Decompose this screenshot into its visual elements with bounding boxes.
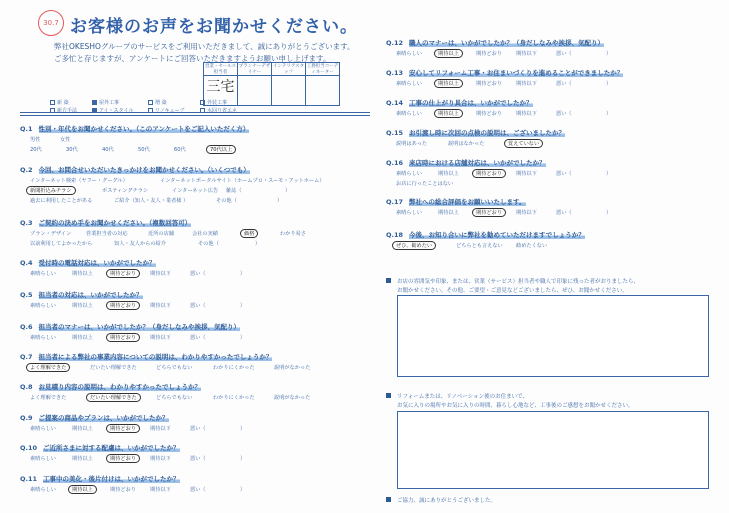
question-number: Q.15 <box>386 129 404 137</box>
answer-option[interactable]: 悪い（ <box>556 51 572 57</box>
checkbox-label: 屋外工事 <box>99 100 120 106</box>
answer-option[interactable]: 素晴らしい <box>396 81 422 87</box>
answer-option[interactable]: その他（ <box>216 198 237 204</box>
answer-option[interactable]: 説明がなかった <box>274 395 311 401</box>
intro-line-1: 弊社OKESHOグループのサービスをご利用いただきまして、誠にありがとうございます。 <box>54 42 355 51</box>
answer-option[interactable]: ご紹介（知人・友人・業者様 ） <box>114 198 189 204</box>
checkbox-label: アイ・スタイル <box>99 108 134 114</box>
answer-option[interactable]: 期待以下 <box>150 335 171 341</box>
square-bullet-icon <box>386 393 391 398</box>
answer-option[interactable]: その他（ <box>198 241 219 247</box>
question-text: ご近所さまに対する配慮は、いかがでしたか？ <box>43 444 180 452</box>
answer-option[interactable]: 期待以上 <box>72 303 93 309</box>
question-heading <box>386 128 565 137</box>
answer-option[interactable]: 悪い（ <box>190 487 206 493</box>
question-text: 安心してリフォーム工事・お住まいづくりを進めることができましたか？ <box>409 69 624 77</box>
square-bullet-icon <box>386 278 391 283</box>
answer-option-selected[interactable]: 期待どおり <box>106 454 140 463</box>
answer-option-selected[interactable]: 新聞折込みチラシ <box>26 186 76 195</box>
question-text: お引渡し時に次回の点検の説明は、ございましたか？ <box>409 129 566 137</box>
staff-cell-planner[interactable] <box>238 76 272 106</box>
closing-message: ご協力、誠にありがとうございました。 <box>386 496 496 504</box>
staff-cell-interior[interactable] <box>272 76 306 106</box>
question-number: Q.13 <box>386 69 404 77</box>
answer-option[interactable]: どちらでもない <box>156 365 193 371</box>
comment-box-2[interactable] <box>397 411 709 489</box>
answer-option[interactable]: 期待どおり <box>476 81 502 87</box>
answer-option[interactable]: 期待以下 <box>516 171 537 177</box>
staff-header-sales: 営業・セールス担当者 <box>204 64 237 75</box>
question-number: Q.11 <box>20 475 38 483</box>
answer-option[interactable]: 60代 <box>174 147 186 153</box>
answer-option[interactable]: 期待以下 <box>150 456 171 462</box>
question-number: Q.6 <box>20 323 33 331</box>
answer-option-selected[interactable]: 期待どおり <box>106 424 140 433</box>
answer-option-selected[interactable]: 期待以上 <box>434 109 463 118</box>
answer-option[interactable]: 悪い（ <box>190 303 206 309</box>
answer-option[interactable]: ） <box>240 456 246 462</box>
answer-option[interactable]: 期待以上 <box>438 171 459 177</box>
answer-option[interactable]: 素晴らしい <box>30 303 56 309</box>
question-number: Q.1 <box>20 125 33 133</box>
answer-option[interactable]: 女性 <box>60 137 71 143</box>
answer-option[interactable]: 素晴らしい <box>30 335 56 341</box>
answer-option[interactable]: 説明はなかった <box>448 141 485 147</box>
free-section-2-line-2: お気に入りの場所やお気に入りの時間、暮らし心地など、工事後のご感想をお聞かせください。 <box>397 403 634 409</box>
checkbox-label: 新 築 <box>57 100 69 106</box>
answer-option[interactable]: 素晴らしい <box>30 456 56 462</box>
answer-option[interactable]: 知人・友人からの紹介 <box>114 241 166 247</box>
question-heading <box>20 474 180 483</box>
answer-option[interactable]: 30代 <box>66 147 78 153</box>
service-checkbox[interactable] <box>50 99 69 106</box>
staff-header-construction: 工務担当コーディネーター <box>306 64 339 75</box>
question-number: Q.17 <box>386 198 404 206</box>
answer-option[interactable]: インターネットポータルサイト（ホームプロ・スーモ・アットホーム） <box>160 178 325 184</box>
answer-option-selected[interactable]: 期待どおり <box>106 333 140 342</box>
answer-option[interactable]: 期待以下 <box>516 210 537 216</box>
question-text: ご提案の商品やプランは、いかがでしたか？ <box>38 414 169 422</box>
service-checkbox[interactable] <box>148 99 167 106</box>
question-number: Q.7 <box>20 353 33 361</box>
answer-option[interactable]: ） <box>606 111 612 117</box>
checkbox-icon[interactable] <box>148 100 153 105</box>
handwritten-staff-name: 三宅 <box>206 79 235 95</box>
answer-option[interactable]: ） <box>606 171 612 177</box>
answer-option[interactable]: 悪い（ <box>556 111 572 117</box>
answer-option[interactable]: 期待以下 <box>516 51 537 57</box>
answer-option[interactable]: 会社の実績 <box>192 231 218 237</box>
answer-option[interactable]: 期待以下 <box>150 303 171 309</box>
question-text: 今後、お知り合いに弊社を勧めていただけますでしょうか？ <box>409 231 585 239</box>
question-text: 今回、お問合せいただいたきっかけをお聞かせください。（いくつでも） <box>38 166 250 174</box>
question-text: 性別・年代をお聞かせください。（このアンケートをご記入いただく方） <box>38 125 250 133</box>
question-number: Q.2 <box>20 166 33 174</box>
answer-option[interactable]: だいたい理解できた <box>90 365 137 371</box>
answer-option[interactable]: お店に行ったことはない <box>396 181 454 187</box>
answer-option[interactable]: 50代 <box>138 147 150 153</box>
free-section-1-line-1: お店の雰囲気や印象、または、営業（サービス）担当者や職人で印象に残った者がおりましたら、 <box>386 277 639 285</box>
answer-option[interactable]: 勧めたくない <box>516 243 548 249</box>
answer-option[interactable]: わかりにくかった <box>213 395 255 401</box>
answer-option[interactable]: わかりにくかった <box>213 365 255 371</box>
answer-option[interactable]: 男性 <box>30 137 41 143</box>
staff-header-planner: プランナーデザイナー <box>238 64 271 75</box>
answer-option-selected[interactable]: 期待以上 <box>434 79 463 88</box>
answer-option[interactable]: ） <box>240 271 246 277</box>
staff-cell-construction[interactable] <box>306 76 340 106</box>
answer-option-selected[interactable]: よく理解できた <box>26 363 70 372</box>
answer-option[interactable]: 期待以下 <box>150 487 171 493</box>
question-number: Q.5 <box>20 291 33 299</box>
answer-option[interactable]: 素晴らしい <box>30 271 56 277</box>
answer-option-selected[interactable]: 価格 <box>240 229 258 238</box>
page-title: お客様のお声をお聞かせください。 <box>70 17 358 37</box>
question-heading <box>386 230 585 239</box>
answer-option[interactable]: 素晴らしい <box>396 111 422 117</box>
question-heading <box>20 322 240 331</box>
question-number: Q.8 <box>20 383 33 391</box>
comment-box-1[interactable] <box>397 295 709 377</box>
answer-option-selected[interactable]: 期待どおり <box>472 208 506 217</box>
answer-option[interactable]: 素晴らしい <box>30 426 56 432</box>
answer-option[interactable]: ） <box>606 51 612 57</box>
intro-line-2: ご多忙と存じますが、アンケートにご回答いただきますようお願い申し上げます。 <box>54 54 331 63</box>
free-section-2-line-1: リフォームまたは、リノベーション後のお住まいで、 <box>386 392 528 400</box>
answer-option[interactable]: わかり易さ <box>280 231 306 237</box>
answer-option[interactable]: 期待以下 <box>150 271 171 277</box>
question-text: 弊社への総合評価をお願いいたします。 <box>409 198 526 206</box>
answer-option[interactable]: ） <box>240 426 246 432</box>
question-heading <box>386 158 546 167</box>
answer-option[interactable]: 期待以上 <box>72 426 93 432</box>
answer-option[interactable]: ） <box>277 198 283 204</box>
question-heading <box>20 382 201 391</box>
question-heading <box>20 165 250 174</box>
question-number: Q.4 <box>20 259 33 267</box>
answer-option[interactable]: 悪い（ <box>190 426 206 432</box>
answer-option[interactable]: 期待以上 <box>438 210 459 216</box>
question-text: 受付時の電話対応は、いかがでしたか？ <box>38 259 156 267</box>
answer-option-selected[interactable]: ぜひ、勧めたい <box>392 241 436 250</box>
question-text: 工事の仕上がり具合は、いかがでしたか？ <box>409 99 533 107</box>
checkbox-label: リノキューブ <box>155 108 185 114</box>
question-heading <box>386 98 533 107</box>
answer-option[interactable]: ） <box>240 487 246 493</box>
answer-option[interactable]: 素晴らしい <box>396 210 422 216</box>
answer-option[interactable]: 期待どおり <box>476 111 502 117</box>
question-text: お見積り内容の説明は、わかりやすかったでしょうか？ <box>38 383 202 391</box>
question-heading <box>20 124 249 133</box>
answer-option-selected[interactable]: 期待どおり <box>106 301 140 310</box>
checkbox-icon[interactable] <box>50 100 55 105</box>
answer-option[interactable]: 以前利用してよかったから <box>30 241 93 247</box>
answer-option[interactable]: ポスティングチラシ <box>102 188 149 194</box>
answer-option[interactable]: 期待以上 <box>72 456 93 462</box>
answer-option-selected[interactable]: だいたい理解できた <box>86 393 141 402</box>
divider-line <box>20 112 370 113</box>
staff-header-interior: インテリアスタッフ <box>272 64 305 75</box>
answer-option[interactable]: 期待以下 <box>516 111 537 117</box>
question-heading <box>20 218 191 227</box>
answer-option[interactable]: 近所の店舗 <box>148 231 174 237</box>
answer-option-selected[interactable]: 期待どおり <box>106 269 140 278</box>
answer-option[interactable]: 悪い（ <box>556 81 572 87</box>
question-number: Q.9 <box>20 414 33 422</box>
answer-option[interactable]: ） <box>606 210 612 216</box>
question-text: 担当者の対応は、いかがでしたか？ <box>38 291 143 299</box>
answer-option[interactable]: よく理解できた <box>30 395 67 401</box>
question-heading <box>386 38 604 47</box>
checkbox-icon[interactable] <box>200 100 205 105</box>
answer-option[interactable]: 営業担当者の対応 <box>86 231 128 237</box>
answer-option[interactable]: 悪い（ <box>190 271 206 277</box>
answer-option[interactable]: ） <box>606 81 612 87</box>
answer-option[interactable]: どちらでもない <box>156 395 193 401</box>
checkbox-label: 外装工事 <box>207 100 228 106</box>
answer-option[interactable]: 40代 <box>102 147 114 153</box>
answer-option[interactable]: 期待以上 <box>72 271 93 277</box>
answer-option[interactable]: 素晴らしい <box>396 51 422 57</box>
answer-option[interactable]: どちらとも言えない <box>456 243 503 249</box>
answer-option[interactable]: 悪い（ <box>190 456 206 462</box>
answer-option[interactable]: ） <box>240 335 246 341</box>
service-checkbox[interactable] <box>92 99 119 106</box>
answer-option[interactable]: ） <box>285 188 291 194</box>
answer-option-selected[interactable]: 70代以上 <box>206 145 236 154</box>
answer-option-selected[interactable]: 覚えていない <box>504 139 543 148</box>
question-number: Q.12 <box>386 39 404 47</box>
question-text: 工事中の美化・後片付けは、いかがでしたか？ <box>43 475 180 483</box>
checkbox-label: 水回り省エネ <box>207 108 238 114</box>
answer-option[interactable]: ） <box>240 303 246 309</box>
answer-option[interactable]: 期待以下 <box>150 426 171 432</box>
answer-option[interactable]: 悪い（ <box>556 210 572 216</box>
question-heading <box>20 290 143 299</box>
question-heading <box>20 352 272 361</box>
answer-option[interactable]: インターネット検索（ヤフー・グーグル） <box>30 178 128 184</box>
question-number: Q.3 <box>20 219 33 227</box>
answer-option-selected[interactable]: 期待どおり <box>472 169 506 178</box>
checkbox-label: 新方手法 <box>57 108 78 114</box>
answer-option[interactable]: 20代 <box>30 147 42 153</box>
question-text: ご契約の決め手をお聞かせください。（複数回答可） <box>38 219 192 227</box>
answer-option-selected[interactable]: 期待以上 <box>68 485 97 494</box>
answer-option[interactable]: 説明がなかった <box>274 365 311 371</box>
answer-option[interactable]: プラン・デザイン <box>30 231 72 237</box>
answer-option[interactable]: 悪い（ <box>556 171 572 177</box>
question-heading <box>386 197 526 206</box>
question-number: Q.18 <box>386 231 404 239</box>
date-stamp: 30.7 <box>38 10 64 36</box>
question-heading <box>386 68 623 77</box>
question-text: 担当者のマナーは、いかがでしたか？（身だしなみや挨拶、気配り） <box>38 323 241 331</box>
question-text: 担当者による弊社の事業内容についての説明は、わかりやすかったでしょうか？ <box>38 353 273 361</box>
question-heading <box>20 258 156 267</box>
question-heading <box>20 443 180 452</box>
answer-option[interactable]: 素晴らしい <box>30 487 56 493</box>
question-heading <box>20 413 169 422</box>
question-text: 職人のマナーは、いかがでしたか？（身だしなみや挨拶、気配り） <box>409 39 605 47</box>
checked-box-icon[interactable] <box>92 100 97 105</box>
answer-option[interactable]: ） <box>255 241 261 247</box>
checkbox-label: 増 築 <box>155 100 167 106</box>
answer-option-selected[interactable]: 期待以上 <box>434 49 463 58</box>
question-number: Q.10 <box>20 444 38 452</box>
answer-option[interactable]: 期待以上 <box>72 335 93 341</box>
answer-option[interactable]: 説明はあった <box>396 141 428 147</box>
square-bullet-icon <box>386 497 391 502</box>
answer-option[interactable]: 過去に利用したことがある <box>30 198 93 204</box>
divider-line-thin <box>20 115 370 116</box>
service-checkbox[interactable] <box>200 99 227 106</box>
question-text: 来店時における店舗対応は、いかがでしたか？ <box>409 159 546 167</box>
answer-option[interactable]: 素晴らしい <box>396 171 422 177</box>
answer-option[interactable]: インターネット広告 <box>172 188 219 194</box>
question-number: Q.14 <box>386 99 404 107</box>
answer-option[interactable]: 期待どおり <box>110 487 136 493</box>
free-section-1-line-2: お聞かせください。その他、ご要望・ご意見などございましたら、ぜひ、お聞かせください。 <box>397 288 628 294</box>
answer-option[interactable]: 悪い（ <box>190 335 206 341</box>
answer-option[interactable]: 期待どおり <box>476 51 502 57</box>
question-number: Q.16 <box>386 159 404 167</box>
answer-option[interactable]: 期待以下 <box>516 81 537 87</box>
answer-option[interactable]: 雑誌（ <box>226 188 242 194</box>
